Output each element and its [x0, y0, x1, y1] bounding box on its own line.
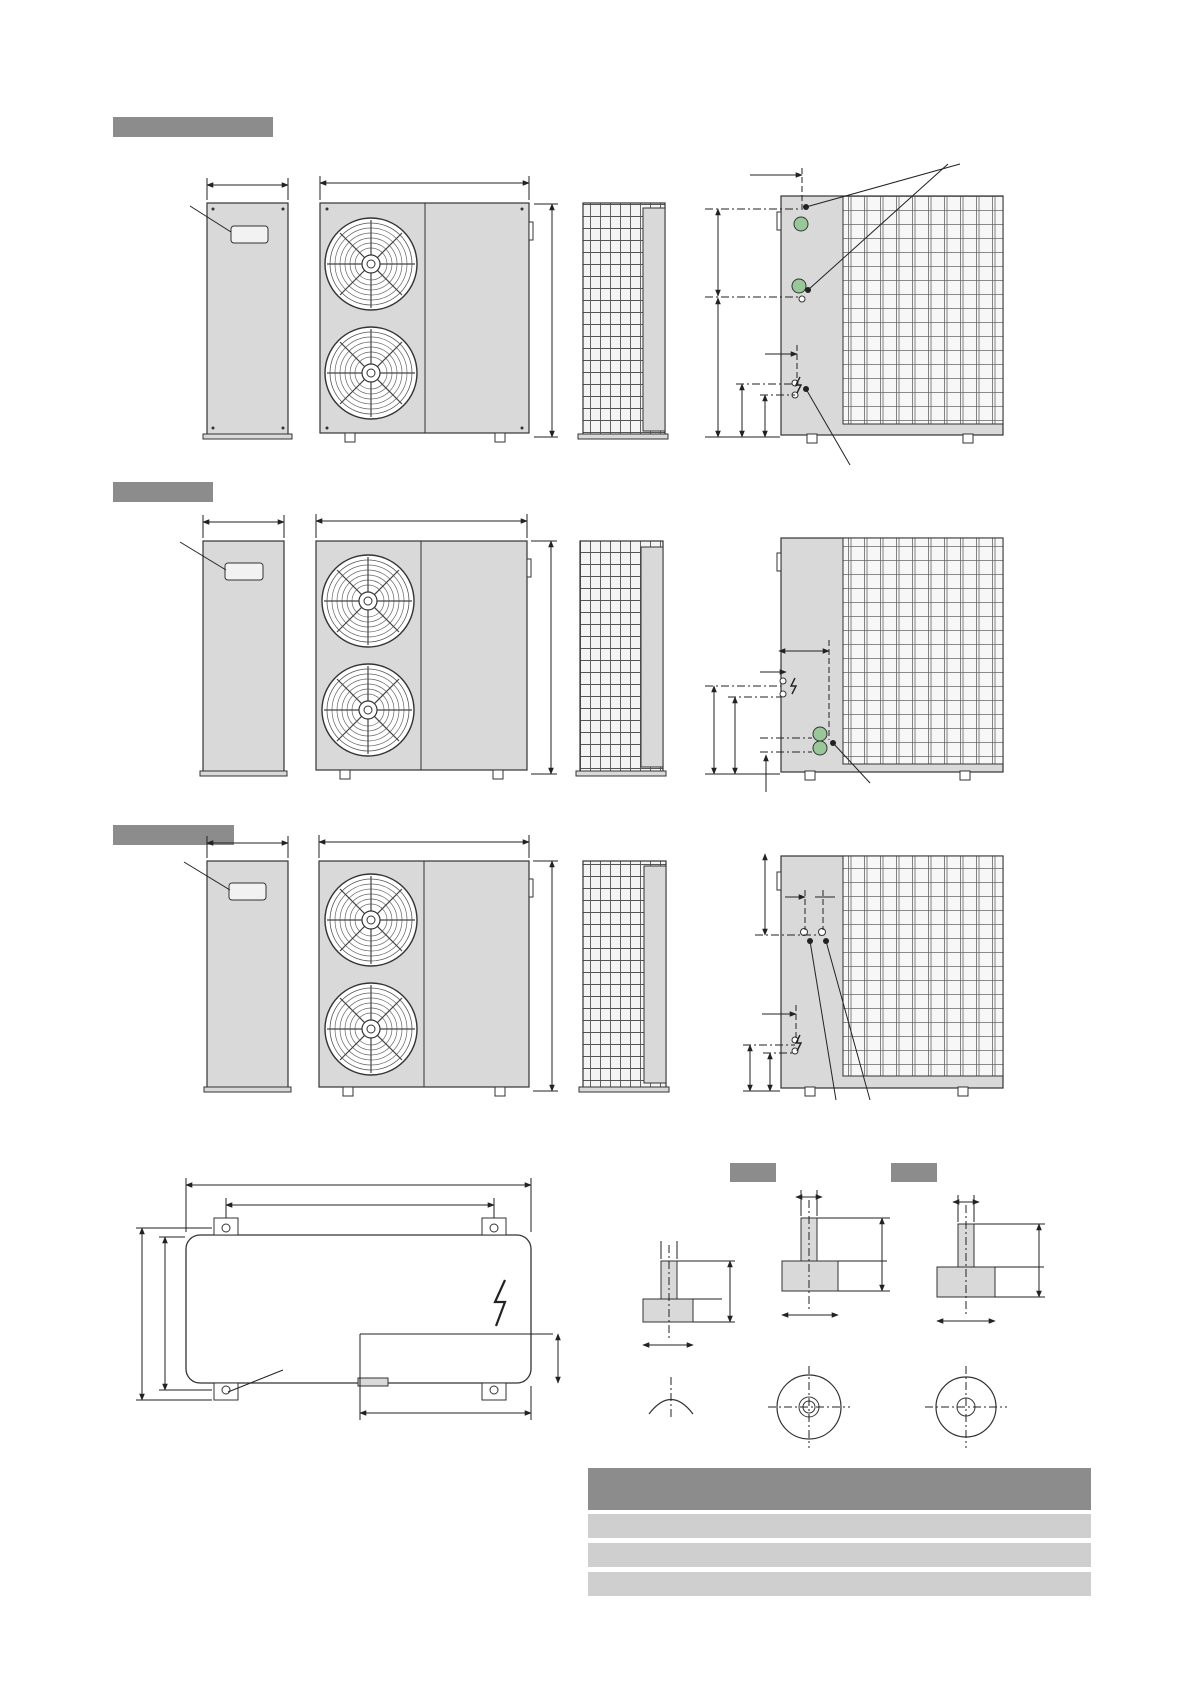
- row3-rear-view: [579, 861, 669, 1092]
- foot-detail-1: [643, 1241, 735, 1418]
- fan-icon: [325, 218, 417, 310]
- base-plan-view: [136, 1178, 558, 1420]
- row2-side-view: [180, 515, 287, 776]
- water-connection-icon: [813, 727, 827, 741]
- water-connection-icon: [794, 217, 808, 231]
- row2-connection-side-view: [705, 538, 1003, 792]
- row1-rear-view: [578, 203, 668, 439]
- row2-rear-view: [576, 541, 666, 776]
- rating-plate-icon: [225, 563, 263, 580]
- rating-plate-icon: [231, 226, 268, 243]
- row2-front-view: [316, 514, 557, 779]
- row3-connection-side-view: [743, 854, 1003, 1100]
- rating-plate-icon: [229, 883, 266, 900]
- row3-side-view: [184, 836, 291, 1092]
- fan-icon: [325, 327, 417, 419]
- row1-connection-side-view: [705, 164, 1003, 465]
- water-connection-icon: [792, 279, 806, 293]
- fan-icon: [322, 555, 414, 647]
- fan-icon: [325, 874, 417, 966]
- row1-front-view: [320, 176, 558, 442]
- row1-side-view: [190, 178, 292, 439]
- fan-icon: [325, 983, 417, 1075]
- foot-detail-3: [925, 1195, 1045, 1448]
- foot-detail-2: [768, 1190, 890, 1448]
- water-connection-icon: [813, 741, 827, 755]
- row3-front-view: [319, 835, 558, 1096]
- fan-icon: [322, 664, 414, 756]
